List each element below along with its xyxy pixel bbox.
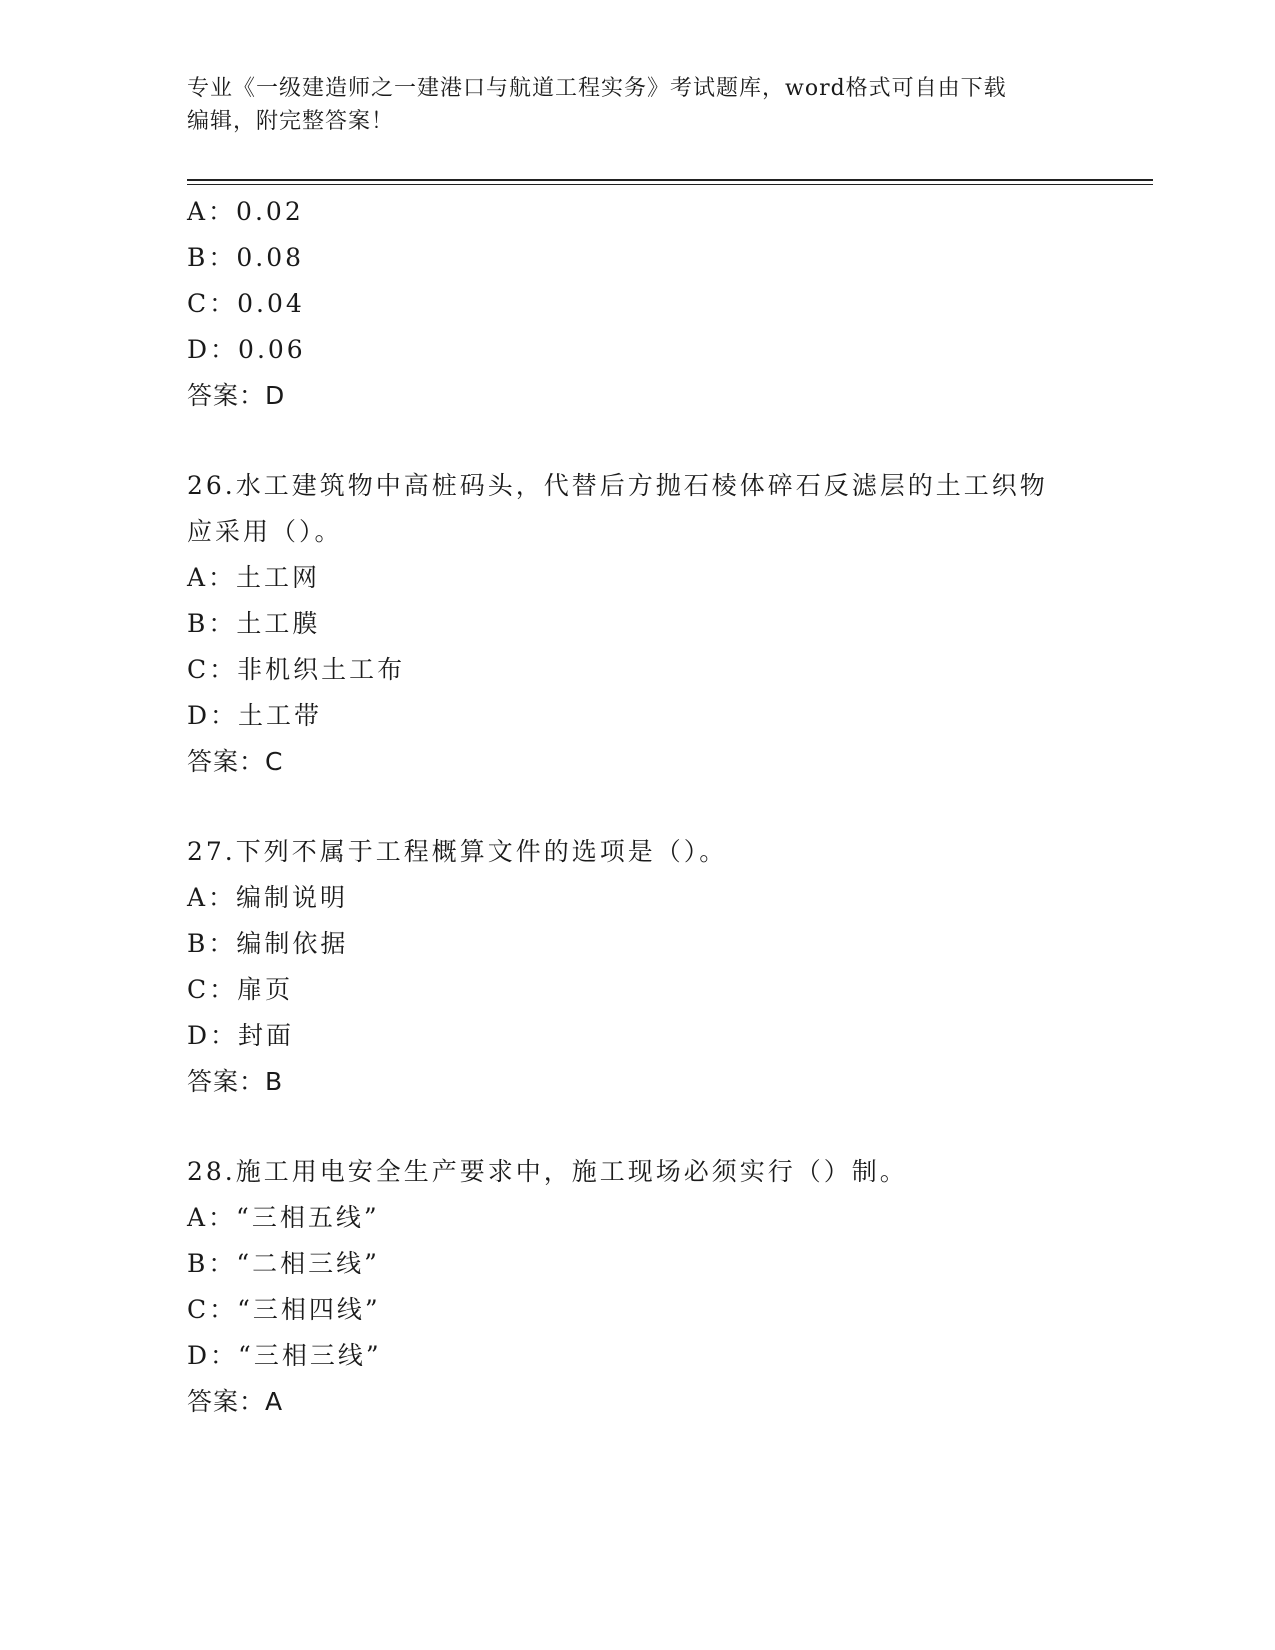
answer-label: 答案：D <box>187 381 286 410</box>
option-a: A：“三相五线” <box>187 1203 380 1232</box>
option-b: B：编制依据 <box>187 929 349 958</box>
option-c: C：0.04 <box>187 289 305 318</box>
document-header <box>187 72 1087 138</box>
question-list <box>187 189 1087 1425</box>
option-c: C：扉页 <box>187 975 294 1004</box>
question-spacer <box>187 785 1087 829</box>
option-b: B：0.08 <box>187 243 305 272</box>
header-title-line-2: 编辑，附完整答案！ <box>187 109 395 134</box>
option-d: D：土工带 <box>187 701 323 730</box>
option-b: B：土工膜 <box>187 609 321 638</box>
header-divider-thin <box>187 184 1153 185</box>
option-a: A：土工网 <box>187 563 321 592</box>
question-28 <box>187 1149 1087 1425</box>
option-d: D：“三相三线” <box>187 1341 382 1370</box>
option-a: A：编制说明 <box>187 883 349 912</box>
option-c: C：“三相四线” <box>187 1295 381 1324</box>
question-spacer <box>187 1105 1087 1149</box>
question-stem: 28.施工用电安全生产要求中，施工现场必须实行（）制。 <box>187 1157 908 1186</box>
answer-label: 答案：C <box>187 747 284 776</box>
option-d: D：封面 <box>187 1021 295 1050</box>
option-a: A：0.02 <box>187 197 304 226</box>
question-27 <box>187 829 1087 1105</box>
header-divider-thick <box>187 179 1153 181</box>
question-spacer <box>187 419 1087 463</box>
option-b: B：“二相三线” <box>187 1249 380 1278</box>
answer-label: 答案：B <box>187 1067 284 1096</box>
option-d: D：0.06 <box>187 335 306 364</box>
question-25 <box>187 189 1087 419</box>
answer-label: 答案：A <box>187 1387 284 1416</box>
question-stem-line-1: 26.水工建筑物中高桩码头，代替后方抛石棱体碎石反滤层的土工织物 <box>187 471 1048 500</box>
question-26 <box>187 463 1087 785</box>
question-stem: 27.下列不属于工程概算文件的选项是（）。 <box>187 837 728 866</box>
header-title-line-1: 专业《一级建造师之一建港口与航道工程实务》考试题库，word格式可自由下载 <box>187 76 1007 101</box>
option-c: C：非机织土工布 <box>187 655 406 684</box>
question-stem-line-2: 应采用（）。 <box>187 517 343 546</box>
